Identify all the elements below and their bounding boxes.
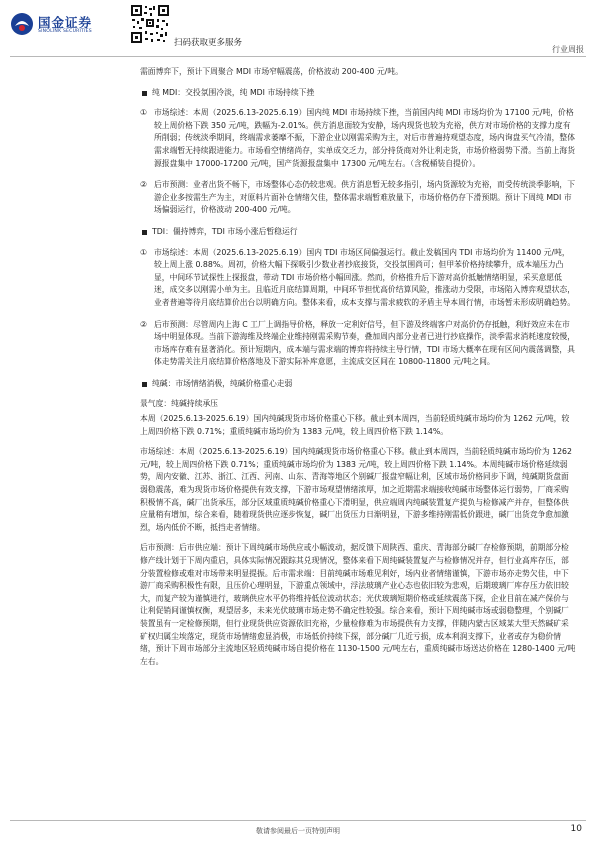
- item-number: ②: [140, 180, 147, 190]
- page-header: [0, 0, 596, 58]
- sinolink-logo: [10, 10, 110, 40]
- tdi-outlook-text: 后市预测：尽管周内上海 C 工厂上调指导价格，释放一定利好信号，但下游及终端客户对高价仍存抵触，利好效应未在市场中明显体现。当前下游海维及终端企业维持刚需采购节奏，叠加周内部分业者已进行抄底操作，淡季需求消耗速度较慢，市场库存难有显著消化。预计短期内，成本端与需求端的博弈将持续主导行情，TDI 市场大概率在现有区间内震荡调整，具体走势需关注月底结算价格落地及下游实际补库意愿，主流成交区间在 10800-11800 元/吨之间。: [154, 319, 576, 367]
- header-divider: [10, 56, 586, 57]
- logo-english-name: SINOLINK SECURITIES: [38, 29, 92, 34]
- soda-ash-section-heading: [140, 378, 576, 391]
- pure-mdi-market-review-text: 市场综述：本周（2025.6.13-2025.6.19）国内纯 MDI 市场持续下挫，当前国内纯 MDI 市场均价为 17100 元/吨，价格较上周价格下跌 350 元/吨，跌幅为-2.01%。供方消息面较为安静，场内现货也较为充裕，供方对市场价格的支撑力度有所削弱；传统淡季期间，终端需求萎靡不振，下游企业以刚需采购为主，对后市普遍持观望态度，场内询盘买气冷清，整体需求端暂无持续跟进能力。市场看空情绪尚存，实单成交乏力，部分持货商对外让利走货，市场价格弱势下滑。当前上海货源报盘集中 17000-17200 元/吨，国产货源报盘集中 17300 元/吨左右。（含税桶装自提价）。: [154, 108, 576, 168]
- pure-mdi-outlook: [140, 179, 576, 217]
- logo-chinese-name: 国金证券: [38, 15, 93, 30]
- item-number: ②: [140, 319, 147, 329]
- pure-mdi-outlook-text: 后市预测：业者出货不畅下，市场整体心态仍较悲观。供方消息暂无较多指引，场内货源较为充裕，而受传统淡季影响，下游企业多按需生产为主，对原料片面补仓情绪欠佳，整体需求端暂难放量下，市场价格仍存下滑预期。预计下周纯 MDI 市场偏弱运行，价格波动 200-400 元/吨。: [154, 180, 576, 215]
- pure-mdi-section-heading: [140, 87, 576, 100]
- soda-ash-market-review: 市场综述：本周（2025.6.13-2025.6.19）国内纯碱现货市场价格重心下移。截止到本周四，当前轻质纯碱市场均价为 1262 元/吨，较上周四价格下跌 0.71%；重质纯碱市场均价为 1383 元/吨，较上周四价格下跌 1.14%。本周纯碱市场价格延续弱势，周内安徽、江苏、浙江、江西、河南、山东、青海等地区个别碱厂报盘窄幅让利，区域市场价格同步下调，纯碱期货盘面弱稳震荡，难为现货市场价格提供有效支撑，下游市场观望情绪浓厚，加之近期需求端接收纯碱市场整体运行弱势，厂商采购积极情不高，碱厂出货承压，部分区域重质纯碱价格重心下滑明显，供应端周内纯碱装置复产提负与检修减产并存，但整体供应量稍有增加，综合来看，随着现货供应逐步恢复，碱厂出货压力日渐明显，下游多维持刚需低价跟进，碱厂出货竞争愈加激烈，场内低价不断，抵挡走者情绪。: [140, 447, 572, 532]
- square-bullet-icon: [142, 382, 147, 387]
- soda-ash-price-summary: 本周（2025.6.13-2025.6.19）国内纯碱现货市场价格重心下移。截止到本周四，当前轻质纯碱市场均价为 1262 元/吨，较上周四价格下跌 0.71%；重质纯碱市场均价为 1383 元/吨，较上周四价格下跌 1.14%。: [140, 414, 570, 436]
- sinolink-logo-mark: [10, 12, 34, 36]
- scan-for-services-text: 扫码获取更多服务: [174, 38, 243, 48]
- footer-divider: [10, 820, 586, 821]
- report-body: [140, 66, 576, 676]
- tdi-heading-text: TDI：僵持博弈，TDI 市场小涨后暂稳运行: [152, 226, 298, 236]
- item-number: ①: [140, 247, 147, 257]
- page-number: 10: [570, 824, 582, 834]
- soda-ash-outlook: 后市预测：后市供应端：预计下周纯碱市场供应或小幅波动，据反馈下周陕西、重庆、青海部分碱厂存检修预期，前期部分检修产线计划于下周内重启，具体实际情况跟踪其兑现情况，整体来看下周纯碱装置复产与检修情况并存，但行业高库存压，部分装置检修或难对市场带来明显提振。后市需求端：目前纯碱市场难见利好，场内业者情绪谨慎，下游市场亦走势欠佳，中下游厂商采购积极性有限，且压价心理明显，下游重点领域中，浮法玻璃产业心态也依旧较为悲观，后期玻璃厂库存压力依旧较大，而复产较为谨慎进行，玻璃供应水平仍将维持低位波动状态；光伏玻璃短期价格或延续震荡下探，企业目前在减产保价与让利促销间谨慎权衡，观望居多，未来光伏玻璃市场走势不确定性较强。综合来看，预计下周纯碱市场或弱稳整理，个别碱厂装置虽有一定检修预期，但行业现货供应资源依旧充裕，少量检修难为市场提供有力支撑，伴随内蒙古区域某大型天然碱矿采矿权归属尘埃落定，现货市场情绪愈显消极，市场低价持续下探，部分碱厂几近亏损，成本利润支撑下，业者或存为稳价情绪，预计下周市场部分主流地区轻质纯碱市场自提价格在 1130-1500 元/吨左右，重质纯碱市场送达价格在 1280-1400 元/吨左右。: [140, 543, 576, 666]
- soda-ash-heading-text: 纯碱：市场情绪消极，纯碱价格重心走弱: [152, 378, 293, 388]
- tdi-market-review: [140, 247, 576, 310]
- tdi-market-review-text: 市场综述：本周（2025.6.13-2025.6.19）国内 TDI 市场区间偏强运行。截止发稿国内 TDI 市场均价为 11400 元/吨，较上周上涨 0.88%。周初，价格大幅下探吸引少数业者抄底接货，交投氛围尚可；但甲苯价格持续攀升，成本端压力凸显，中间环节试探性上探报盘，带动 TDI 市场价格小幅回涨。然而，价格推升后下游对高价抵触情绪明显，采买意愿低迷，成交多以刚需小单为主。且临近月底结算周期，中间环节担忧高价结算风险，推涨动力受限，市场陷入博弈观望状态，业者普遍等待月底结算价出台以明确方向。整体来看，成本支撑与需求疲软的矛盾主导本周行情，市场暂未形成明确趋势。: [154, 247, 576, 307]
- item-number: ①: [140, 108, 147, 118]
- qr-code-icon[interactable]: [130, 4, 170, 44]
- tdi-section-heading: [140, 226, 576, 239]
- intro-continuation-text: 需面博弈下，预计下周聚合 MDI 市场窄幅震荡，价格波动 200-400 元/吨。: [140, 67, 403, 76]
- pure-mdi-market-review: [140, 107, 576, 170]
- square-bullet-icon: [142, 230, 147, 235]
- footer-disclaimer: 敬请参阅最后一页特别声明: [256, 827, 340, 835]
- square-bullet-icon: [142, 91, 147, 96]
- tdi-outlook: [140, 319, 576, 369]
- soda-ash-sentiment: 景气度：纯碱持续承压: [140, 399, 218, 409]
- pure-mdi-heading-text: 纯 MDI：交投氛围冷淡，纯 MDI 市场持续下挫: [152, 87, 315, 97]
- report-type-label: 行业周报: [552, 45, 584, 54]
